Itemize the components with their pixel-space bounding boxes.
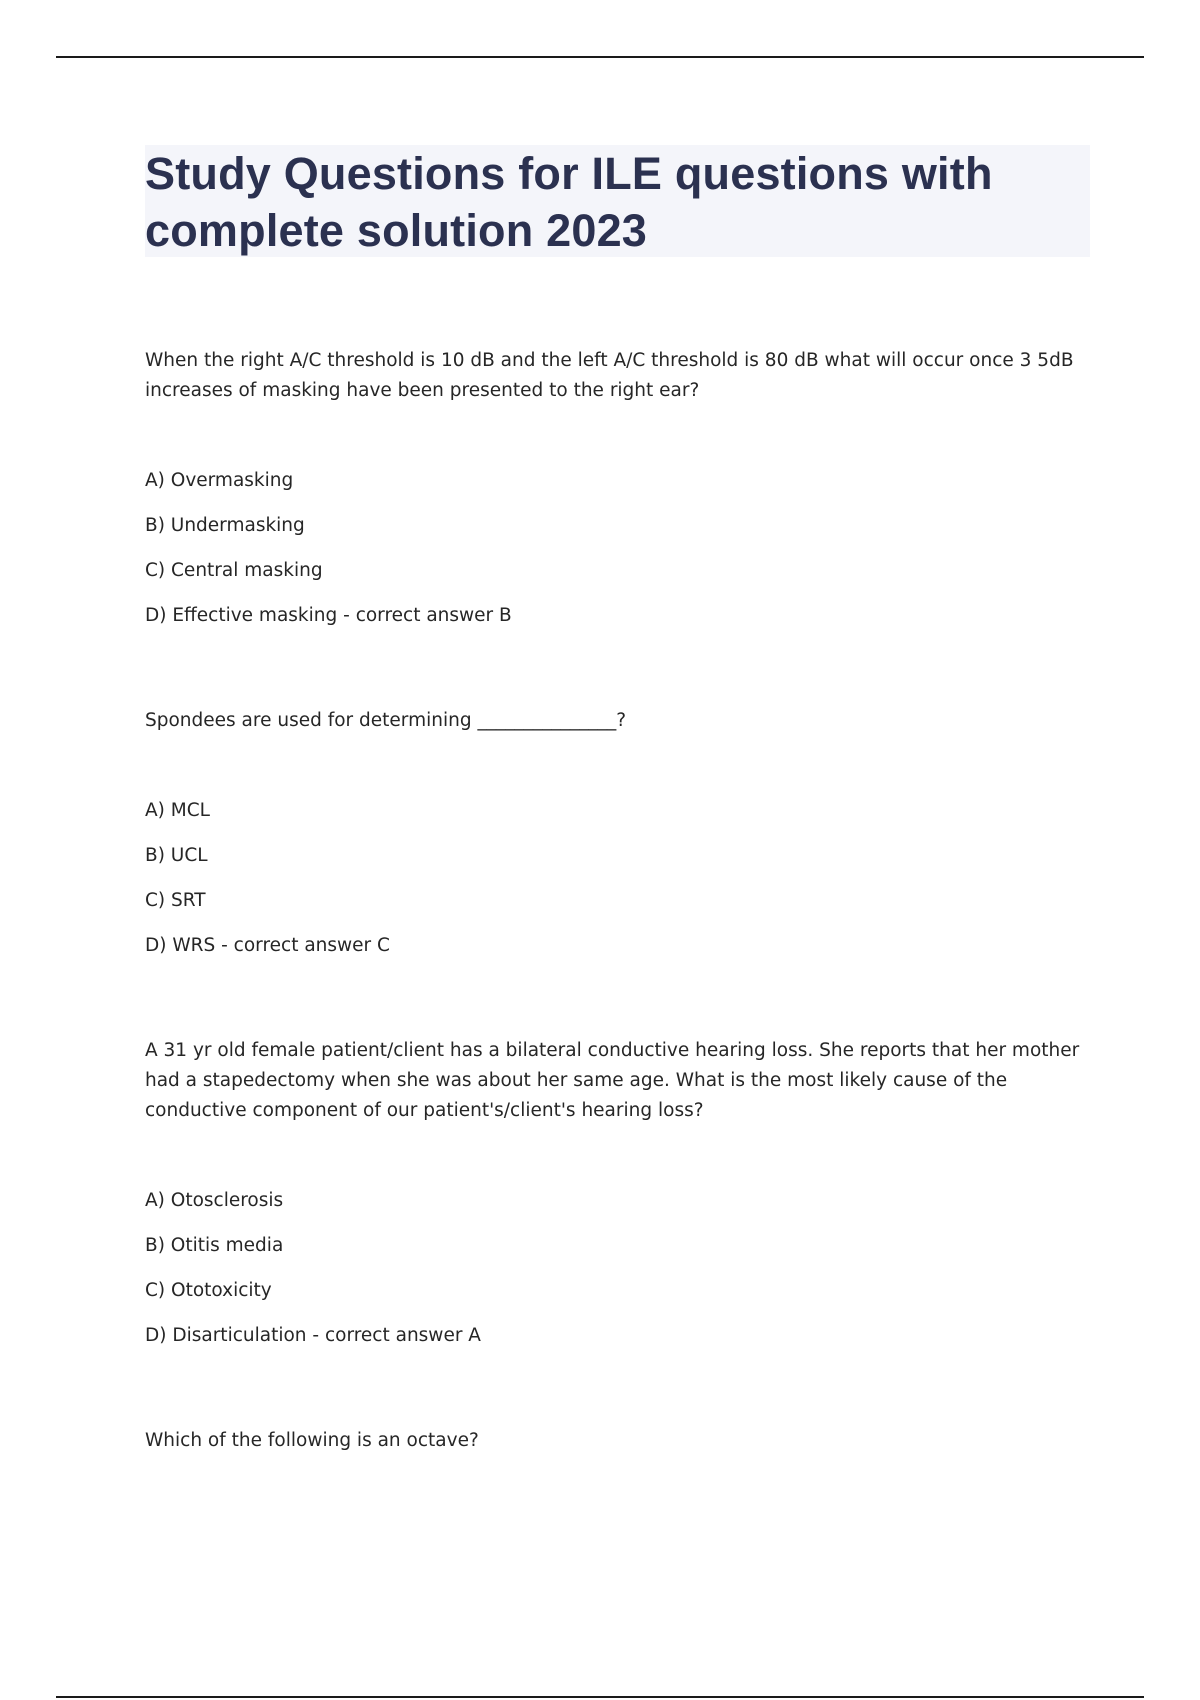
answer-option: A) Otosclerosis — [145, 1190, 284, 1211]
answer-options — [145, 796, 1090, 961]
answer-option: B) UCL — [145, 845, 208, 866]
answer-options — [145, 1186, 1090, 1351]
answer-option: B) Otitis media — [145, 1235, 284, 1256]
question-block-3 — [145, 1036, 1090, 1351]
answer-option: A) Overmasking — [145, 470, 294, 491]
title-block — [145, 145, 1090, 257]
answer-options — [145, 466, 1090, 631]
question-block-1 — [145, 346, 1090, 631]
answer-option: C) Ototoxicity — [145, 1280, 272, 1301]
answer-option: D) Effective masking - correct answer B — [145, 605, 512, 626]
answer-option: D) Disarticulation - correct answer A — [145, 1325, 481, 1346]
question-block-2 — [145, 706, 1090, 961]
top-rule — [56, 56, 1144, 58]
answer-option: A) MCL — [145, 800, 210, 821]
document-title: Study Questions for ILE questions with complete solution 2023 — [145, 148, 993, 256]
questions-list — [145, 346, 1090, 1456]
question-block-4 — [145, 1426, 1090, 1456]
answer-option: C) Central masking — [145, 560, 323, 581]
bottom-rule — [56, 1696, 1144, 1698]
answer-option: C) SRT — [145, 890, 206, 911]
question-text: A 31 yr old female patient/client has a bilateral conductive hearing loss. She reports that her mother had a stapedectomy when she was about her same age. What is the most likely cause of the conductive component of our patient's/client's hearing loss? — [145, 1040, 1080, 1121]
question-text: Which of the following is an octave? — [145, 1430, 479, 1451]
question-text: When the right A/C threshold is 10 dB and the left A/C threshold is 80 dB what will occur once 3 5dB increases of masking have been presented to the right ear? — [145, 350, 1074, 401]
answer-option: B) Undermasking — [145, 515, 305, 536]
question-text: Spondees are used for determining _______________? — [145, 710, 627, 731]
answer-option: D) WRS - correct answer C — [145, 935, 390, 956]
